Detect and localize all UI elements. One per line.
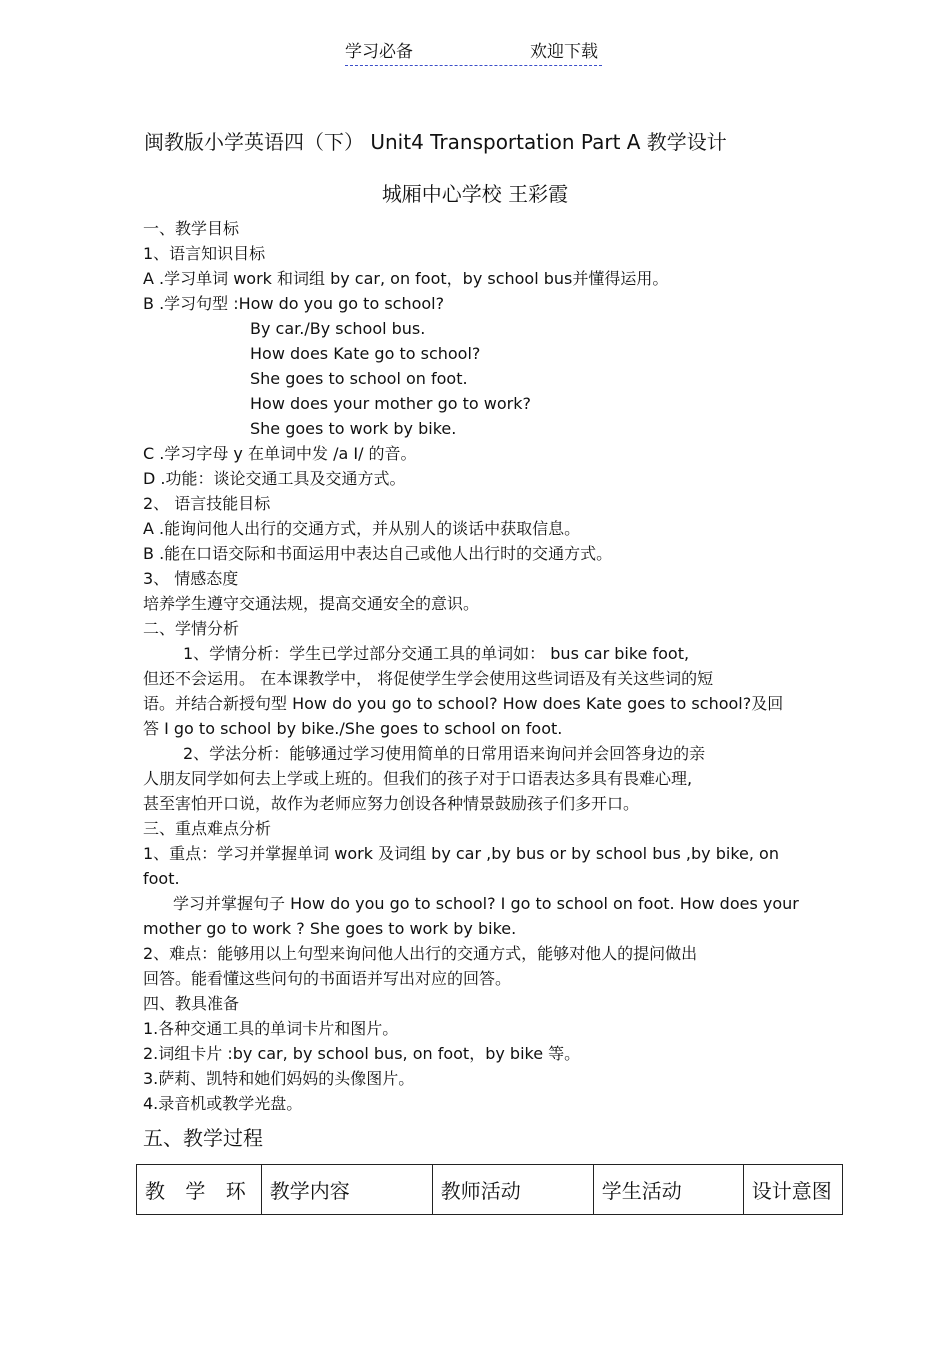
- list-item: 2.词组卡片 :by car, by school bus, on foot，by bike 等。: [143, 1044, 581, 1063]
- body-line: A .能询问他人出行的交通方式，并从别人的谈话中获取信息。: [143, 519, 581, 538]
- sentence-line: She goes to work by bike.: [250, 419, 457, 438]
- body-line: 2、难点：能够用以上句型来询问他人出行的交通方式，能够对他人的提问做出: [143, 944, 698, 963]
- table-header-cell: 教 学 环: [137, 1165, 262, 1215]
- sentence-line: She goes to school on foot.: [250, 369, 468, 388]
- body-line: 2、学法分析：能够通过学习使用简单的日常用语来询问并会回答身边的亲: [183, 744, 706, 763]
- sentence-line: How does your mother go to work?: [250, 394, 531, 413]
- subsection-heading: 1、语言知识目标: [143, 244, 266, 263]
- section-heading: 二、学情分析: [143, 619, 240, 638]
- body-line: 培养学生遵守交通法规，提高交通安全的意识。: [143, 594, 480, 613]
- section-heading: 四、教具准备: [143, 994, 240, 1013]
- subsection-heading: 2、 语言技能目标: [143, 494, 271, 513]
- document-title: 闽教版小学英语四（下） Unit4 Transportation Part A 教学设计: [144, 130, 727, 154]
- list-item: 3.萨莉、凯特和她们妈妈的头像图片。: [143, 1069, 415, 1088]
- table-header-cell: 教师活动: [432, 1165, 593, 1215]
- body-line: 学习并掌握句子 How do you go to school? I go to school on foot. How does your: [173, 894, 799, 913]
- table-header-row: [137, 1165, 843, 1215]
- body-line: 答 I go to school by bike./She goes to school on foot.: [143, 719, 563, 738]
- body-line: 人朋友同学如何去上学或上班的。但我们的孩子对于口语表达多具有畏难心理,: [143, 769, 693, 788]
- list-item: 1.各种交通工具的单词卡片和图片。: [143, 1019, 399, 1038]
- process-table: [136, 1164, 843, 1215]
- section-heading: 三、重点难点分析: [143, 819, 272, 838]
- body-line: mother go to work ? She goes to work by bike.: [143, 919, 517, 938]
- document-author: 城厢中心学校 王彩霞: [381, 182, 569, 206]
- body-line: D .功能：谈论交通工具及交通方式。: [143, 469, 406, 488]
- body-line: 1、学情分析：学生已学过部分交通工具的单词如： bus car bike foot,: [183, 644, 690, 663]
- body-line: 但还不会运用。 在本课教学中， 将促使学生学会使用这些词语及有关这些词的短: [143, 669, 714, 688]
- list-item: 4.录音机或教学光盘。: [143, 1094, 303, 1113]
- body-line: B .能在口语交际和书面运用中表达自己或他人出行时的交通方式。: [143, 544, 613, 563]
- document-body: [143, 216, 833, 1116]
- body-line: B .学习句型 :How do you go to school?: [143, 294, 445, 313]
- body-line: C .学习字母 y 在单词中发 /a Ⅰ/ 的音。: [143, 444, 417, 463]
- body-line: A .学习单词 work 和词组 by car, on foot，by school bus并懂得运用。: [143, 269, 669, 288]
- section-heading-process: 五、教学过程: [143, 1126, 263, 1150]
- body-line: 回答。能看懂这些问句的书面语并写出对应的回答。: [143, 969, 512, 988]
- body-line: 1、重点：学习并掌握单词 work 及词组 by car ,by bus or by school bus ,by bike, on: [143, 844, 779, 863]
- section-heading: 一、教学目标: [143, 219, 240, 238]
- table-header-cell: 学生活动: [593, 1165, 743, 1215]
- subsection-heading: 3、 情感态度: [143, 569, 239, 588]
- sentence-line: By car./By school bus.: [250, 319, 426, 338]
- header-left-text: 学习必备: [345, 42, 413, 62]
- table-header-cell: 教学内容: [261, 1165, 432, 1215]
- body-line: 甚至害怕开口说，故作为老师应努力创设各种情景鼓励孩子们多开口。: [143, 794, 640, 813]
- header-dashed-rule: [345, 65, 602, 66]
- header-right-text: 欢迎下载: [530, 42, 598, 62]
- body-line: 语。并结合新授句型 How do you go to school? How does Kate goes to school?及回: [143, 694, 784, 713]
- table-header-cell: 设计意图: [743, 1165, 842, 1215]
- body-line: foot.: [143, 869, 180, 888]
- sentence-line: How does Kate go to school?: [250, 344, 481, 363]
